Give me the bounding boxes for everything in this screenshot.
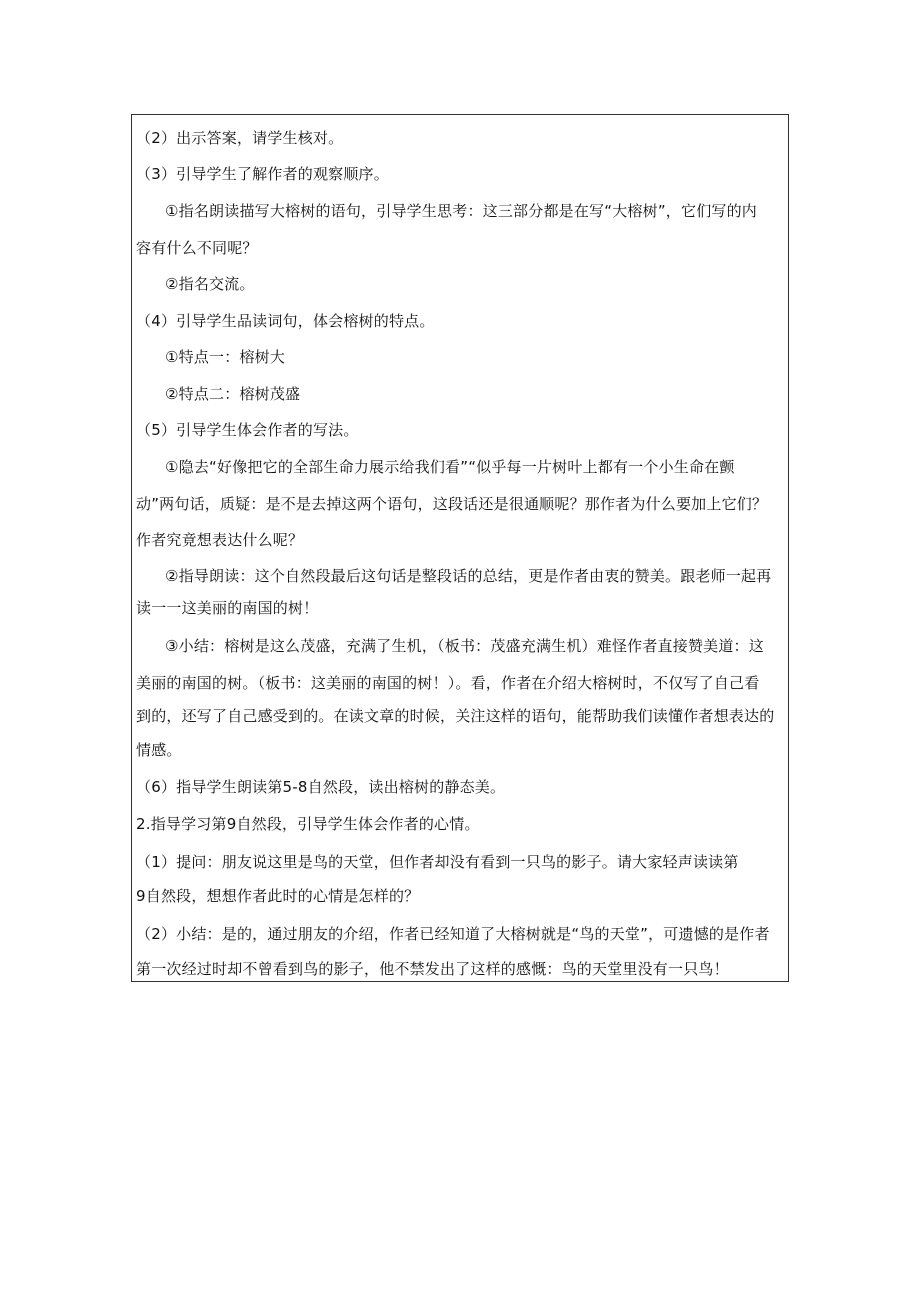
- text-line: ①指名朗读描写大榕树的语句，引导学生思考：这三部分都是在写“大榕树”，它们写的内: [165, 202, 757, 220]
- text-line: 情感。: [136, 741, 182, 759]
- text-line: 动”两句话，质疑：是不是去掉这两个语句，这段话还是很通顺呢？那作者为什么要加上它们？: [136, 495, 768, 513]
- text-line: （2）小结：是的，通过朋友的介绍，作者已经知道了大榕树就是“鸟的天堂”，可遗憾的是作者: [136, 925, 770, 943]
- text-line: 美丽的南国的树。（板书：这美丽的南国的树！）。看，作者在介绍大榕树时，不仅写了自己看: [136, 674, 760, 692]
- text-line: ②特点二：榕树茂盛: [165, 385, 301, 403]
- text-line: （3）引导学生了解作者的观察顺序。: [136, 165, 389, 183]
- text-line: ②指名交流。: [165, 275, 255, 293]
- text-line: 作者究竟想表达什么呢？: [136, 531, 304, 549]
- text-line: 第一次经过时却不曾看到鸟的影子，他不禁发出了这样的感慨：鸟的天堂里没有一只鸟！: [136, 960, 729, 978]
- text-line: ①特点一：榕树大: [165, 348, 286, 366]
- text-line: （5）引导学生体会作者的写法。: [136, 421, 359, 439]
- text-line: ②指导朗读：这个自然段最后这句话是整段话的总结，更是作者由衷的赞美。跟老师一起再: [165, 567, 772, 585]
- text-line: 到的，还写了自己感受到的。在读文章的时候，关注这样的语句，能帮助我们读懂作者想表达的: [136, 707, 775, 725]
- text-line: 2.指导学习第9自然段，引导学生体会作者的心情。: [136, 815, 480, 833]
- text-line: （1）提问：朋友说这里是鸟的天堂，但作者却没有看到一只鸟的影子。请大家轻声读读第: [136, 853, 739, 871]
- text-line: （6）指导学生朗读第5-8自然段，读出榕树的静态美。: [136, 778, 506, 796]
- text-line: （4）引导学生品读词句，体会榕树的特点。: [136, 312, 435, 330]
- text-line: 读一一这美丽的南国的树！: [136, 599, 319, 617]
- text-line: ③小结：榕树是这么茂盛，充满了生机，（板书：茂盛充满生机）难怪作者直接赞美道：这: [165, 637, 764, 655]
- text-line: ①隐去“好像把它的全部生命力展示给我们看”“似乎每一片树叶上都有一个小生命在颤: [165, 458, 735, 476]
- text-line: 9自然段，想想作者此时的心情是怎样的？: [136, 887, 420, 905]
- text-line: （2）出示答案，请学生核对。: [136, 129, 344, 147]
- text-line: 容有什么不同呢？: [136, 239, 258, 257]
